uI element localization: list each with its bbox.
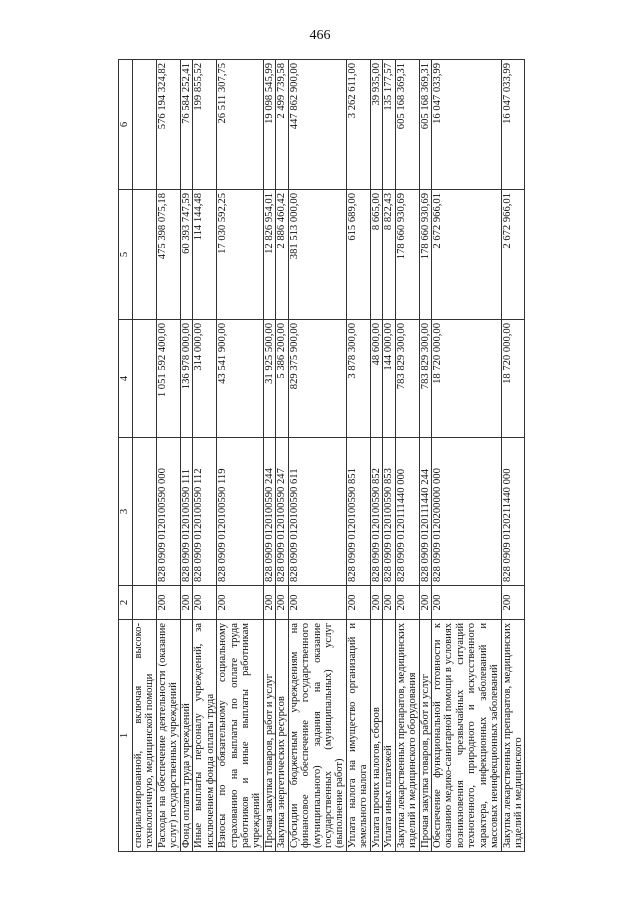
line-code-cell: 200 <box>395 586 419 620</box>
table-row <box>431 60 501 852</box>
approved-amount-cell: 3 878 300,00 <box>346 320 370 438</box>
row-name-cell: Субсидии бюджетным учреждениям на финансовое обеспечение государственного (муниципального) задания на оказание государственных (муниципальных) услуг (выполнение работ) <box>288 620 346 852</box>
row-name-cell: Иные выплаты персоналу учреждений, за исключением фонда оплаты труда <box>193 620 217 852</box>
approved-amount-cell: 48 600,00 <box>370 320 382 438</box>
column-header: 2 <box>119 586 133 620</box>
budget-classification-cell <box>133 438 157 586</box>
approved-amount-cell: 783 829 300,00 <box>395 320 419 438</box>
row-name-cell: Прочая закупка товаров, работ и услуг <box>263 620 275 852</box>
budget-classification-cell: 828 0909 0120100590 247 <box>276 438 288 586</box>
unexecuted-amount-cell: 39 935,00 <box>370 60 382 190</box>
table-row <box>263 60 275 852</box>
table-row <box>370 60 382 852</box>
line-code-cell: 200 <box>370 586 382 620</box>
unexecuted-amount-cell: 135 177,57 <box>383 60 395 190</box>
unexecuted-amount-cell: 605 168 369,31 <box>395 60 419 190</box>
row-name-cell: Закупка энергетических ресурсов <box>276 620 288 852</box>
unexecuted-amount-cell: 605 168 369,31 <box>419 60 431 190</box>
budget-classification-cell: 828 0909 0120111440 000 <box>395 438 419 586</box>
budget-classification-cell: 828 0909 0120100590 000 <box>156 438 180 586</box>
table-row <box>288 60 346 852</box>
unexecuted-amount-cell: 199 855,52 <box>193 60 217 190</box>
unexecuted-amount-cell: 16 047 033,99 <box>431 60 501 190</box>
table-row <box>395 60 419 852</box>
row-name-cell: Закупка лекарственных препаратов, медицинских изделий и медицинского <box>501 620 525 852</box>
approved-amount-cell: 1 051 592 400,00 <box>156 320 180 438</box>
line-code-cell: 200 <box>263 586 275 620</box>
approved-amount-cell: 43 541 900,00 <box>217 320 264 438</box>
row-name-cell: Уплата иных платежей <box>383 620 395 852</box>
column-number-row <box>119 60 133 852</box>
approved-amount-cell: 18 720 000,00 <box>501 320 525 438</box>
row-name-cell: Закупка лекарственных препаратов, медицинских изделий и медицинского оборудования <box>395 620 419 852</box>
budget-classification-cell: 828 0909 0120100590 851 <box>346 438 370 586</box>
approved-amount-cell: 783 829 300,00 <box>419 320 431 438</box>
column-header: 3 <box>119 438 133 586</box>
approved-amount-cell: 314 000,00 <box>193 320 217 438</box>
table-row <box>276 60 288 852</box>
unexecuted-amount-cell: 76 584 252,41 <box>180 60 192 190</box>
column-header: 6 <box>119 60 133 190</box>
table-row <box>217 60 264 852</box>
budget-execution-table <box>118 59 525 852</box>
approved-amount-cell: 829 375 900,00 <box>288 320 346 438</box>
table-row <box>383 60 395 852</box>
executed-amount-cell <box>133 190 157 320</box>
executed-amount-cell: 8 665,00 <box>370 190 382 320</box>
unexecuted-amount-cell <box>133 60 157 190</box>
budget-classification-cell: 828 0909 0120100590 853 <box>383 438 395 586</box>
line-code-cell: 200 <box>180 586 192 620</box>
line-code-cell <box>133 586 157 620</box>
row-name-cell: Обеспечение функциональной готовности к оказанию медико-санитарной помощи в условиях возникновения чрезвычайных ситуаций техногенного, природного и искусственного характера, инфекционных заболеваний и массовых неинфекционных заболеваний <box>431 620 501 852</box>
line-code-cell: 200 <box>383 586 395 620</box>
budget-classification-cell: 828 0909 0120100590 112 <box>193 438 217 586</box>
approved-amount-cell: 5 386 200,00 <box>276 320 288 438</box>
executed-amount-cell: 178 660 930,69 <box>419 190 431 320</box>
budget-classification-cell: 828 0909 0120211440 000 <box>501 438 525 586</box>
row-name-cell: Уплата прочих налогов, сборов <box>370 620 382 852</box>
line-code-cell: 200 <box>431 586 501 620</box>
approved-amount-cell: 18 720 000,00 <box>431 320 501 438</box>
unexecuted-amount-cell: 19 098 545,99 <box>263 60 275 190</box>
executed-amount-cell: 12 826 954,01 <box>263 190 275 320</box>
line-code-cell: 200 <box>217 586 264 620</box>
budget-classification-cell: 828 0909 0120200000 000 <box>431 438 501 586</box>
table-row <box>133 60 157 852</box>
column-header: 5 <box>119 190 133 320</box>
executed-amount-cell: 8 822,43 <box>383 190 395 320</box>
line-code-cell: 200 <box>419 586 431 620</box>
executed-amount-cell: 60 393 747,59 <box>180 190 192 320</box>
line-code-cell: 200 <box>193 586 217 620</box>
unexecuted-amount-cell: 16 047 033,99 <box>501 60 525 190</box>
executed-amount-cell: 2 672 966,01 <box>501 190 525 320</box>
budget-classification-cell: 828 0909 0120100590 111 <box>180 438 192 586</box>
budget-classification-cell: 828 0909 0120100590 852 <box>370 438 382 586</box>
unexecuted-amount-cell: 576 194 324,82 <box>156 60 180 190</box>
executed-amount-cell: 381 513 000,00 <box>288 190 346 320</box>
table-row <box>193 60 217 852</box>
budget-classification-cell: 828 0909 0120100590 244 <box>263 438 275 586</box>
executed-amount-cell: 475 398 075,18 <box>156 190 180 320</box>
page-number: 466 <box>309 28 331 43</box>
executed-amount-cell: 2 672 966,01 <box>431 190 501 320</box>
budget-classification-cell: 828 0909 0120111440 244 <box>419 438 431 586</box>
row-name-cell: Прочая закупка товаров, работ и услуг <box>419 620 431 852</box>
budget-classification-cell: 828 0909 0120100590 119 <box>217 438 264 586</box>
budget-classification-cell: 828 0909 0120100590 611 <box>288 438 346 586</box>
table-row <box>419 60 431 852</box>
line-code-cell: 200 <box>276 586 288 620</box>
row-name-cell: Взносы по обязательному социальному страхованию на выплаты по оплате труда работников и иные выплаты работникам учреждений <box>217 620 264 852</box>
unexecuted-amount-cell: 447 862 900,00 <box>288 60 346 190</box>
executed-amount-cell: 2 886 460,42 <box>276 190 288 320</box>
line-code-cell: 200 <box>346 586 370 620</box>
executed-amount-cell: 17 030 592,25 <box>217 190 264 320</box>
unexecuted-amount-cell: 2 499 739,58 <box>276 60 288 190</box>
row-name-cell: Уплата налога на имущество организаций и земельного налога <box>346 620 370 852</box>
column-header: 1 <box>119 620 133 852</box>
table-row <box>346 60 370 852</box>
table-row <box>156 60 180 852</box>
row-name-cell: специализированной, включая высоко-технологичную, медицинской помощи <box>133 620 157 852</box>
row-name-cell: Фонд оплаты труда учреждений <box>180 620 192 852</box>
line-code-cell: 200 <box>501 586 525 620</box>
line-code-cell: 200 <box>288 586 346 620</box>
table-row <box>180 60 192 852</box>
approved-amount-cell: 136 978 000,00 <box>180 320 192 438</box>
approved-amount-cell: 31 925 500,00 <box>263 320 275 438</box>
column-header: 4 <box>119 320 133 438</box>
unexecuted-amount-cell: 3 262 611,00 <box>346 60 370 190</box>
rotated-table-container <box>118 60 606 852</box>
row-name-cell: Расходы на обеспечение деятельности (оказание услуг) государственных учреждений <box>156 620 180 852</box>
line-code-cell: 200 <box>156 586 180 620</box>
executed-amount-cell: 615 689,00 <box>346 190 370 320</box>
executed-amount-cell: 114 144,48 <box>193 190 217 320</box>
executed-amount-cell: 178 660 930,69 <box>395 190 419 320</box>
unexecuted-amount-cell: 26 511 307,75 <box>217 60 264 190</box>
table-row <box>501 60 525 852</box>
approved-amount-cell: 144 000,00 <box>383 320 395 438</box>
approved-amount-cell <box>133 320 157 438</box>
